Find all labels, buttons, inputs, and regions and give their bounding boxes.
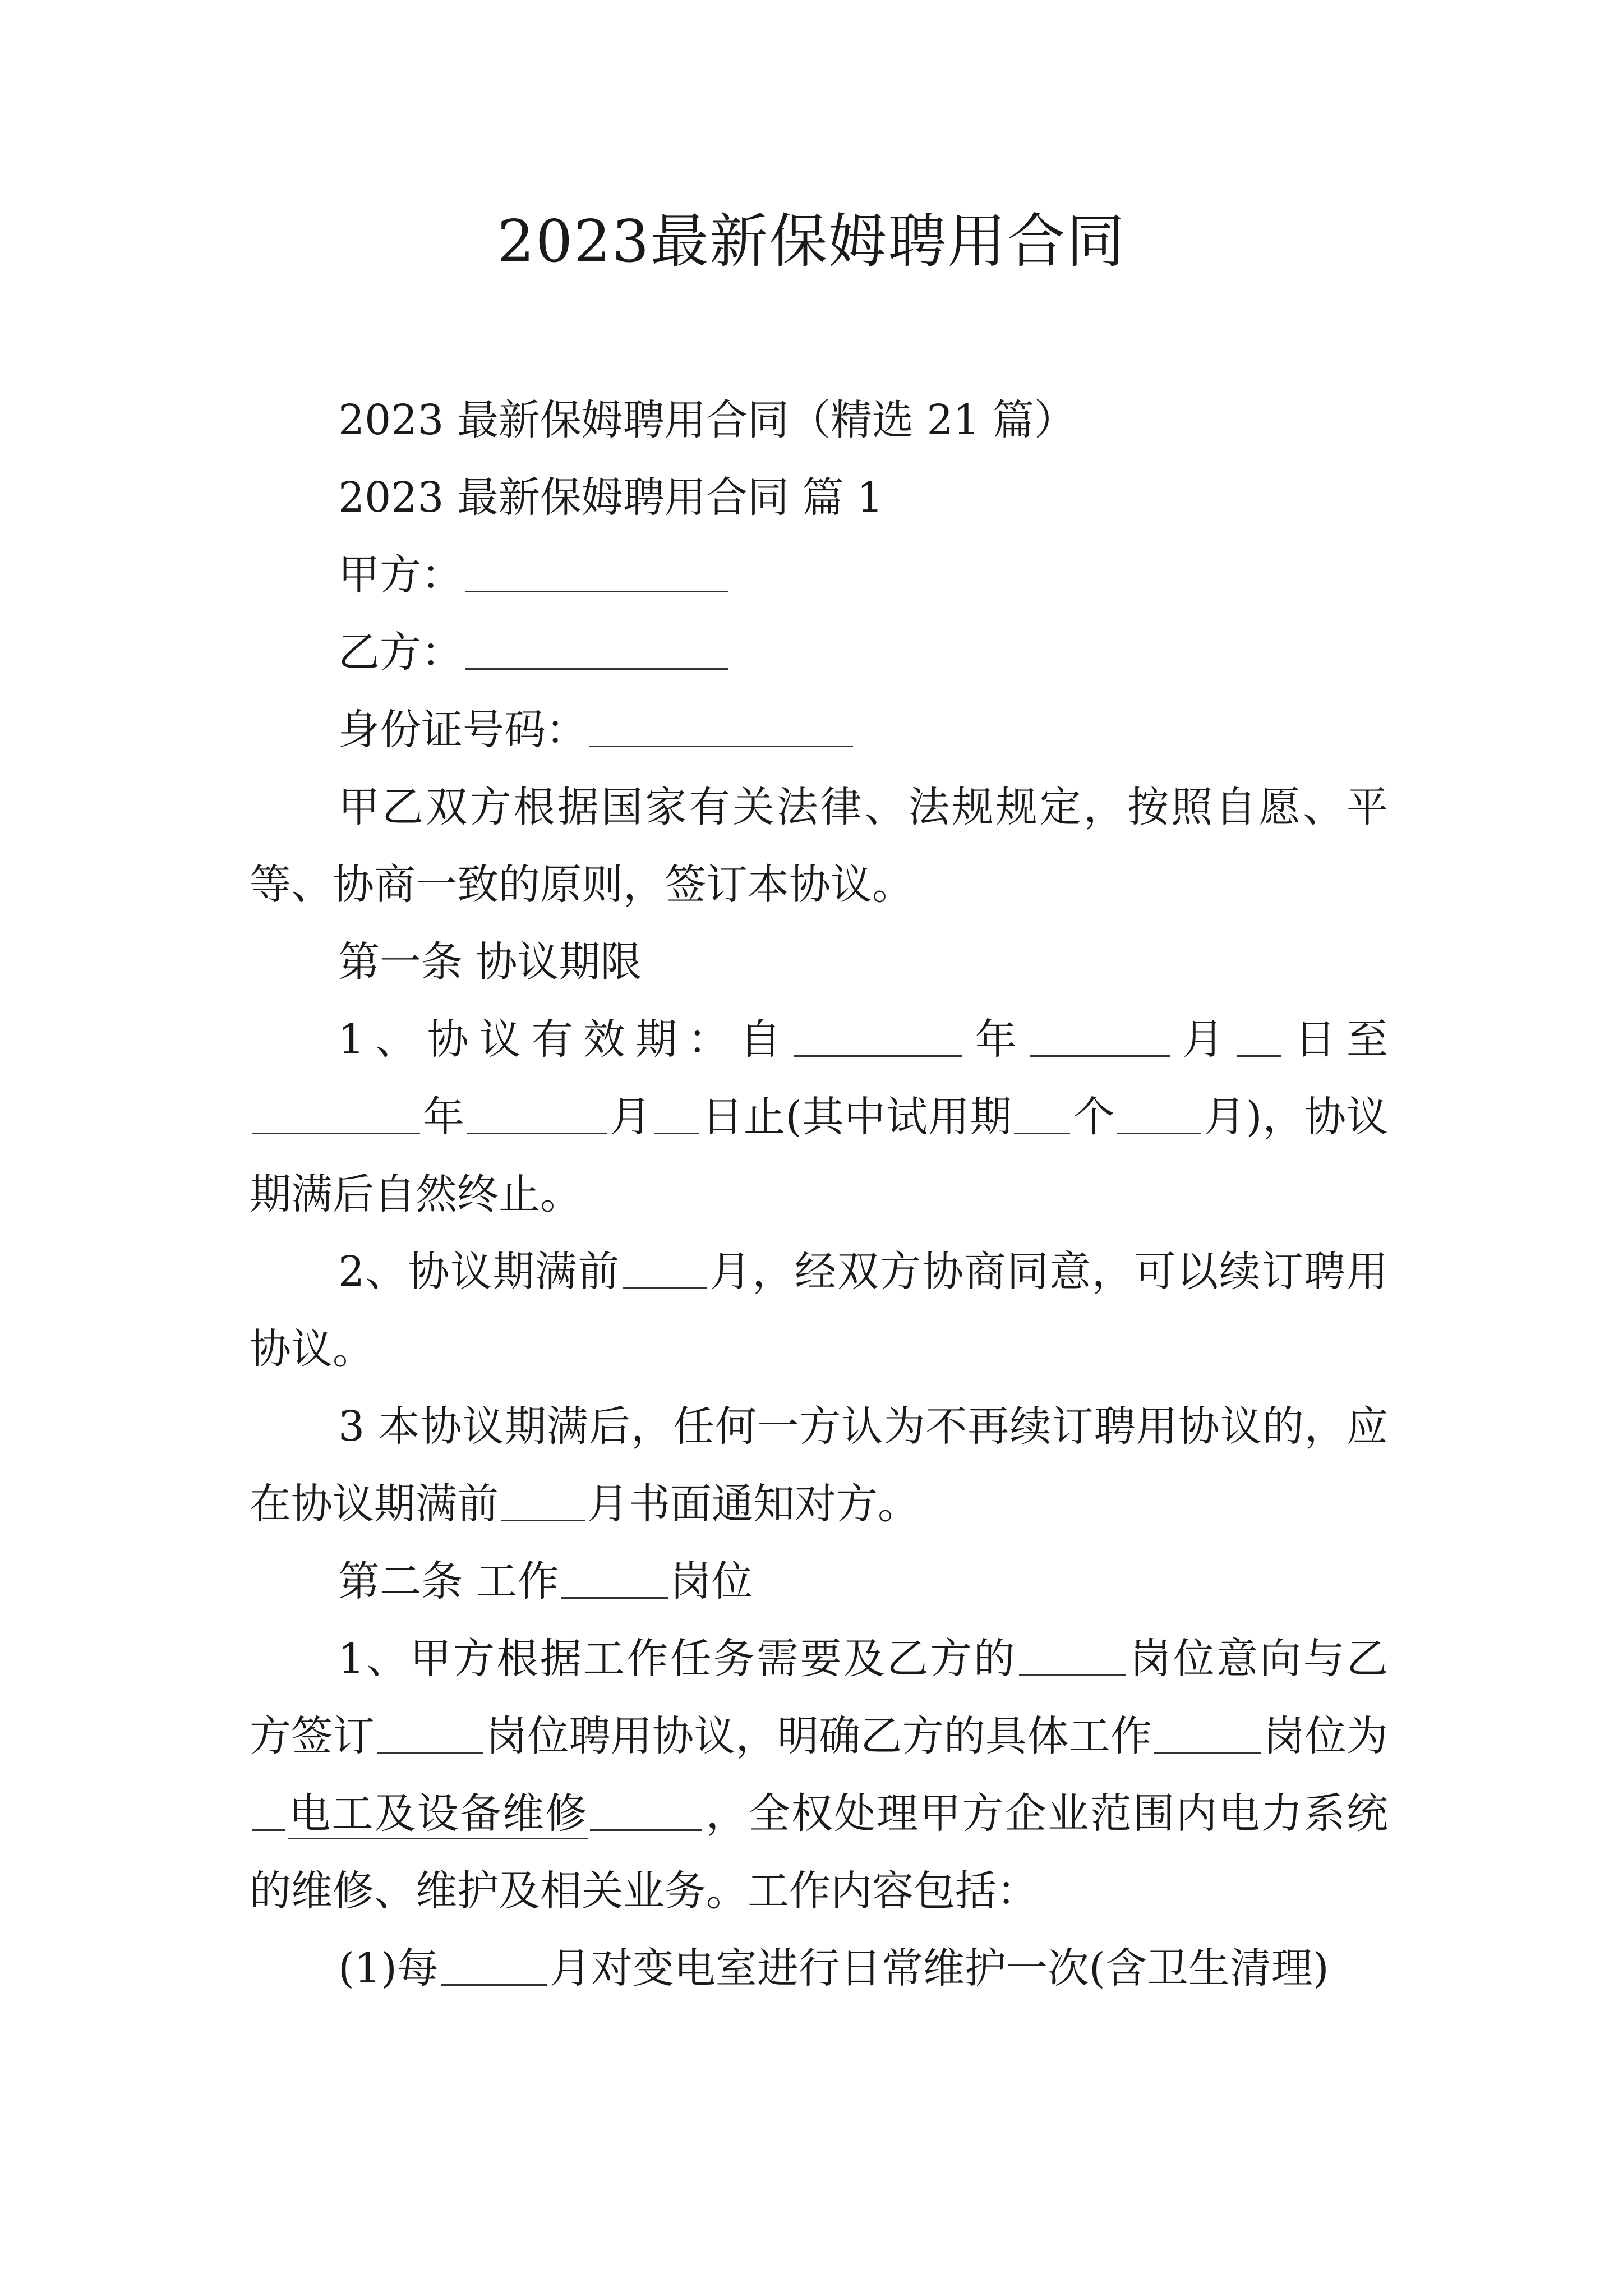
- paragraph-preamble: 甲乙双方根据国家有关法律、法规规定，按照自愿、平等、协商一致的原则，签订本协议。: [250, 783, 1388, 909]
- paragraph-article-1-item-3: 3 本协议期满后，任何一方认为不再续订聘用协议的，应在协议期满前 月书面通知对方。: [250, 1402, 1388, 1528]
- paragraph-article-1-item-1: 1、协议有效期：自 年 月 日至年 月 日止(其中试用期 个 月)，协议期满后自然终止。: [250, 1015, 1389, 1218]
- paragraph-subtitle: 2023 最新保姆聘用合同（精选 21 篇）: [338, 396, 1076, 444]
- party-a-blank: [465, 556, 728, 592]
- start-month-blank: [1030, 1020, 1170, 1057]
- maintenance-month-blank: [441, 1949, 547, 1986]
- end-year-blank: [252, 1098, 420, 1134]
- end-day-blank: [654, 1098, 699, 1134]
- paragraph-id-number: 身份证号码：: [250, 691, 1388, 769]
- position-name-underline-lead: [252, 1795, 285, 1831]
- position-name-underline-tail: [590, 1795, 702, 1831]
- paragraph-article-2-item-1-1: (1)每 月对变电室进行日常维护一次(含卫生清理): [338, 1944, 1329, 1993]
- notice-month-blank: [501, 1485, 585, 1521]
- work-type-blank: [561, 1562, 668, 1599]
- paragraph-party-b: 乙方：: [250, 614, 1388, 691]
- probation-month-blank: [1117, 1098, 1201, 1134]
- paragraph-article-2-heading: 第二条 工作 岗位: [338, 1557, 753, 1605]
- paragraph-party-a: 甲方：: [250, 536, 1388, 614]
- paragraph-article-1-item-2: 2、协议期满前 月，经双方协商同意，可以续订聘用协议。: [250, 1248, 1388, 1373]
- start-day-blank: [1237, 1020, 1281, 1057]
- position-type-blank: [377, 1717, 483, 1754]
- id-number-blank: [589, 711, 853, 747]
- document-body: [250, 381, 1388, 2007]
- paragraph-section-heading: 2023 最新保姆聘用合同 篇 1: [338, 473, 883, 522]
- paragraph-article-2-item-1: 1、甲方根据工作任务需要及乙方的 岗位意向与乙方签订 岗位聘用协议，明确乙方的具体工作 岗位为电工及设备维修 ，全权处理甲方企业范围内电力系统的维修、维护及相关业务。工作内容包括：: [250, 1635, 1389, 1915]
- start-year-blank: [794, 1020, 962, 1057]
- work-position-blank: [1154, 1717, 1261, 1754]
- position-name-value: 电工及设备维修: [288, 1789, 588, 1839]
- party-b-blank: [465, 633, 728, 670]
- document-title: 2023最新保姆聘用合同: [497, 207, 1126, 275]
- end-month-blank: [467, 1098, 607, 1134]
- renewal-month-blank: [623, 1253, 707, 1289]
- probation-blank: [1014, 1098, 1070, 1134]
- position-intent-blank: [1019, 1640, 1126, 1676]
- paragraph-article-1-heading: 第一条 协议期限: [338, 938, 642, 986]
